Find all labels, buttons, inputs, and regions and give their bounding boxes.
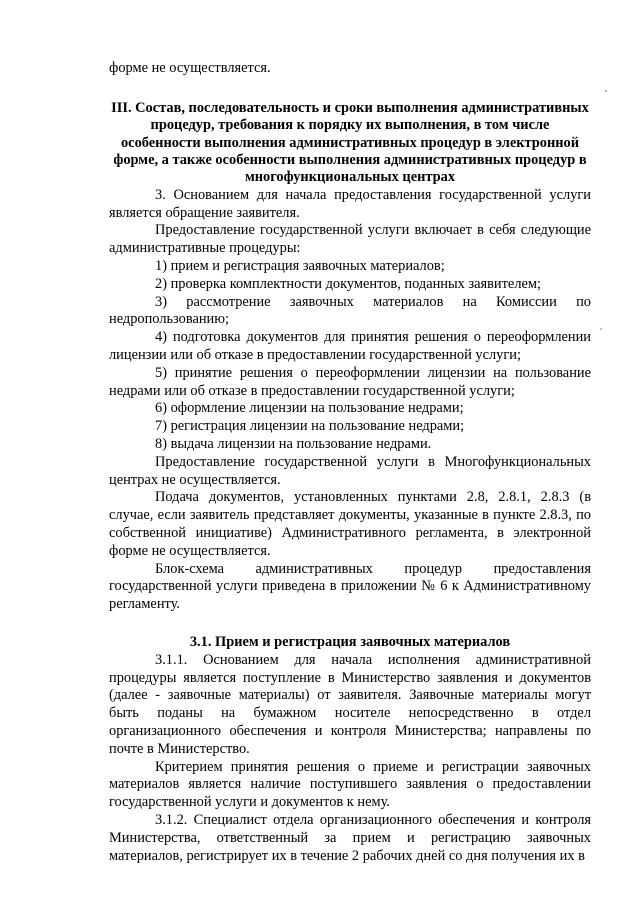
paragraph: 3.1.1. Основанием для начала исполнения административной процедуры является поступление в Министерство заявления и документов (далее - заявочные материалы) от заявителя. Заявочные материалы могут быть поданы на бумажном носителе непосредственно в отдел организационного обеспечения и контроля Министерства; направлены по почте в Министерство. bbox=[109, 651, 591, 757]
paragraph: Блок-схема административных процедур предоставления государственной услуги приведена в приложении № 6 к Административному регламенту. bbox=[109, 560, 591, 613]
list-item: 7) регистрация лицензии на пользование недрами; bbox=[155, 418, 465, 435]
list-item: 6) оформление лицензии на пользование недрами; bbox=[155, 400, 464, 417]
scan-speck bbox=[605, 90, 607, 92]
list-item: 4) подготовка документов для принятия решения о переоформлении лицензии или об отказе в предоставлении государственной услуги; bbox=[109, 329, 591, 363]
paragraph: Подача документов, установленных пунктами 2.8, 2.8.1, 2.8.3 (в случае, если заявитель представляет документы, указанные в пункте 2.8.3, по собственной инициативе) Административного регламента, в электронной форме не осуществляется. bbox=[109, 489, 591, 559]
list-item: 1) прием и регистрация заявочных материалов; bbox=[155, 258, 445, 275]
top-line: форме не осуществляется. bbox=[109, 60, 271, 76]
paragraph: Критерием принятия решения о приеме и регистрации заявочных материалов является наличие поступившего заявления о предоставлении государственной услуги и документов к нему. bbox=[109, 758, 591, 811]
scan-speck bbox=[600, 328, 602, 330]
paragraph: 3. Основанием для начала предоставления государственной услуги является обращение заявителя. bbox=[109, 186, 591, 221]
paragraph: 3.1.2. Специалист отдела организационного обеспечения и контроля Министерства, ответственный за прием и регистрацию заявочных материалов, регистрирует их в течение 2 рабочих дней со дня получения их в bbox=[109, 811, 591, 864]
list-item: 2) проверка комплектности документов, поданных заявителем; bbox=[155, 275, 541, 292]
paragraph: Предоставление государственной услуги включает в себя следующие административные процедуры: bbox=[109, 222, 591, 257]
paragraph: Предоставление государственной услуги в Многофункциональных центрах не осуществляется. bbox=[109, 453, 591, 488]
section-3-1-heading: 3.1. Прием и регистрация заявочных материалов bbox=[189, 633, 511, 650]
list-item: 3) рассмотрение заявочных материалов на Комиссии по недропользованию; bbox=[109, 293, 591, 328]
list-item: 5) принятие решения о переоформлении лицензии на пользование недрами или об отказе в предоставлении государственной услуги; bbox=[109, 364, 591, 399]
page-body bbox=[109, 60, 591, 865]
section-3-heading: III. Состав, последовательность и сроки выполнения административных процедур, требования к порядку их выполнения, в том числе особенности выполнения административных процедур в электронной форме, а также особенности выполнения административных процедур в многофункциональных центрах bbox=[111, 99, 589, 186]
list-item: 8) выдача лицензии на пользование недрами. bbox=[155, 435, 432, 452]
